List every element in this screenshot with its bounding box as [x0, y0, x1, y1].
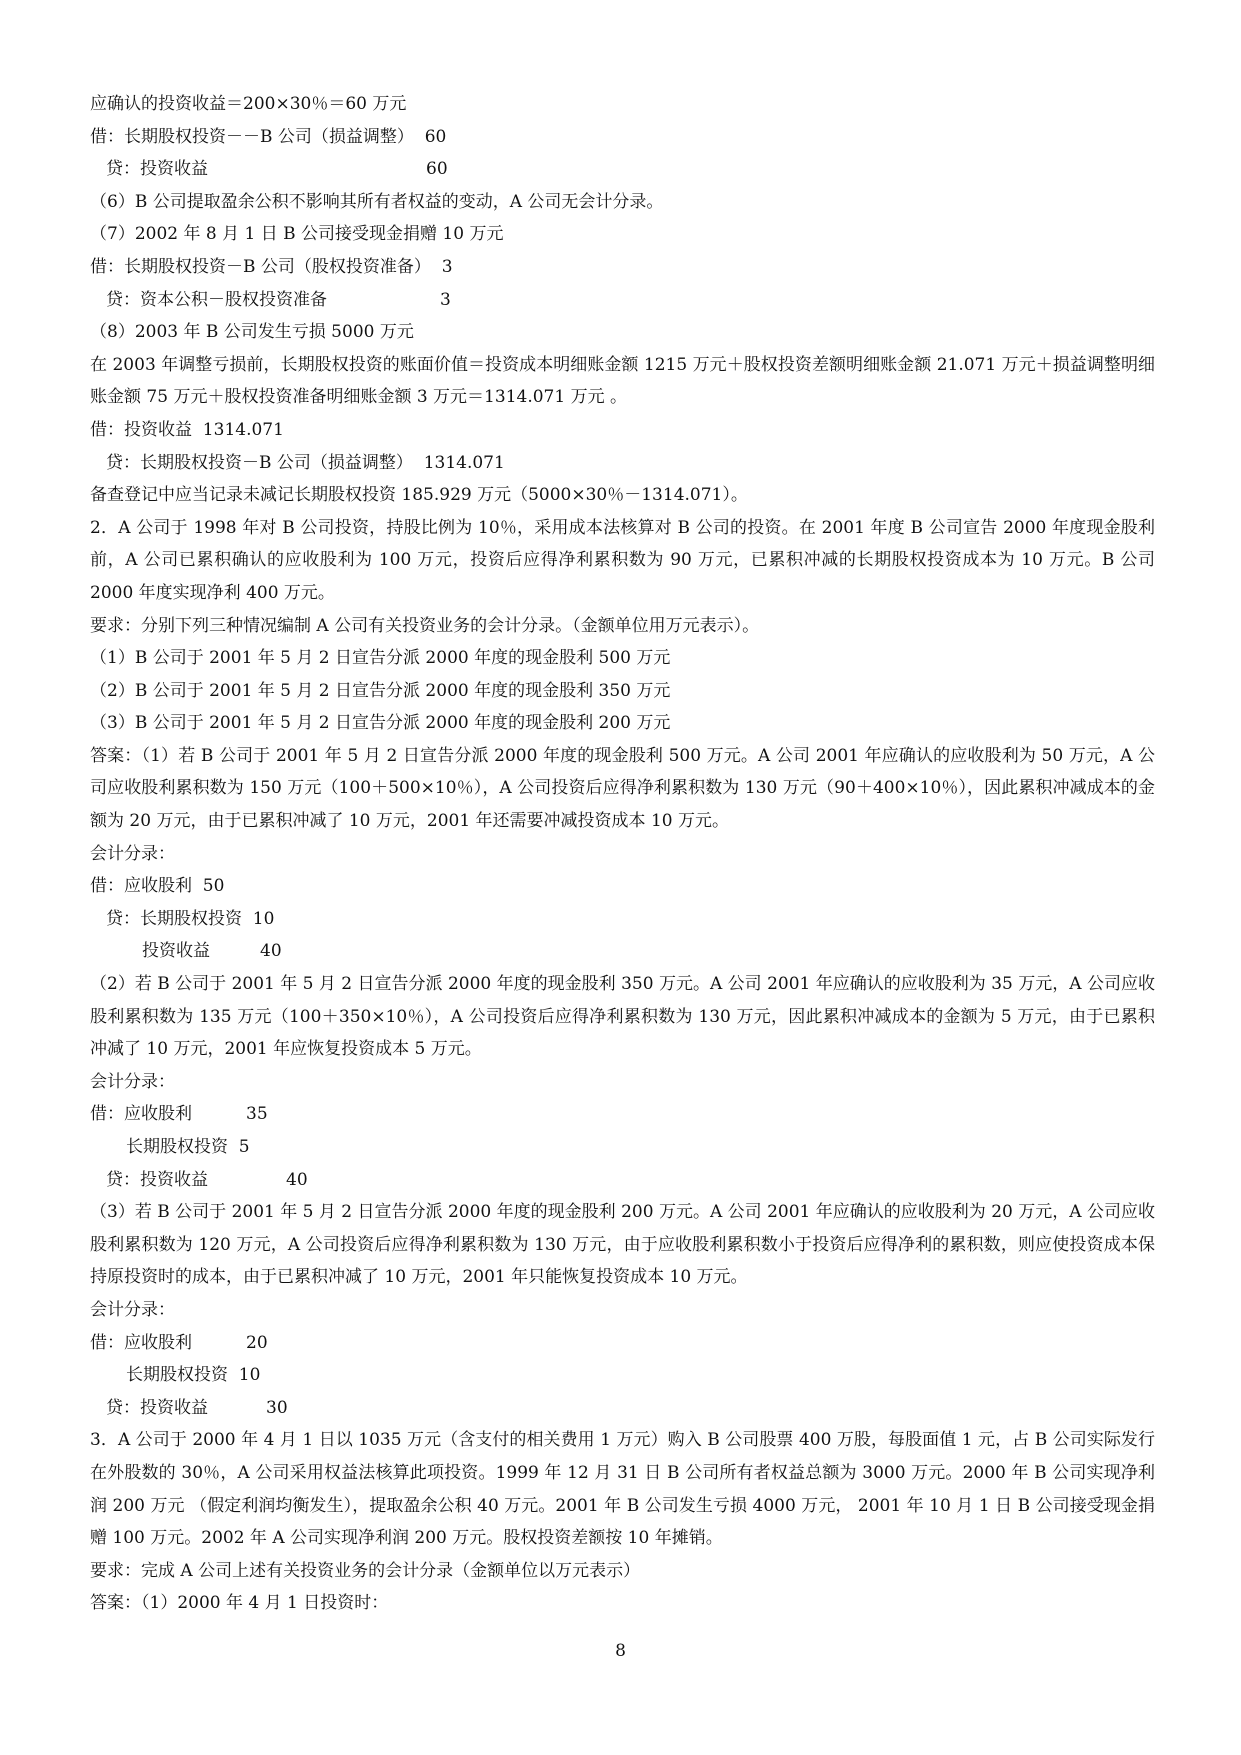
journal-credit: 贷：投资收益 60 — [106, 159, 448, 180]
paragraph: （2）若 B 公司于 2001 年 5 月 2 日宣告分派 2000 年度的现金股利 350 万元。A 公司 2001 年应确认的应收股利为 35 万元，A 公司应收股利累积数为 135 万元（100＋350×10％），A 公司投资后应得净利累积数为 130 万元，因此累积冲减成本的金额为 5 万元，由于已累积冲减了 10 万元，2001 年应恢复投资成本 5 万元。 — [90, 974, 1155, 1060]
journal-credit: 贷：投资收益 30 — [106, 1397, 288, 1418]
text-line: 要求：完成 A 公司上述有关投资业务的会计分录（金额单位以万元表示） — [90, 1560, 641, 1581]
journal-debit: 长期股权投资 5 — [126, 1137, 250, 1157]
text-line: （7）2002 年 8 月 1 日 B 公司接受现金捐赠 10 万元 — [90, 224, 504, 245]
journal-debit: 长期股权投资 10 — [126, 1365, 261, 1386]
paragraph: 3．A 公司于 2000 年 4 月 1 日以 1035 万元（含支付的相关费用 1 万元）购入 B 公司股票 400 万股，每股面值 1 元，占 B 公司实际发行在外股数的 30％，A 公司采用权益法核算此项投资。1999 年 12 月 31 日 B 公司所有者权益总额为 3000 万元。2000 年 B 公司实现净利润 200 万元 （假定利润均衡发生），提取盈余公积 40 万元。2001 年 B 公司发生亏损 4000 万元， 2001 年 10 月 1 日 B 公司接受现金捐赠 100 万元。2002 年 A 公司实现净利润 200 万元。股权投资差额按 10 年摊销。 — [90, 1430, 1155, 1549]
journal-credit: 贷：长期股权投资－B 公司（损益调整） 1314.071 — [106, 452, 505, 473]
text-line: 要求：分别下列三种情况编制 A 公司有关投资业务的会计分录。（金额单位用万元表示）。 — [90, 615, 760, 636]
text-line: （6）B 公司提取盈余公积不影响其所有者权益的变动，A 公司无会计分录。 — [90, 191, 664, 212]
journal-credit: 贷：资本公积－股权投资准备 3 — [106, 289, 451, 310]
text-line: （8）2003 年 B 公司发生亏损 5000 万元 — [90, 322, 414, 343]
page-number: 8 — [615, 1641, 626, 1661]
journal-debit: 借：应收股利 35 — [90, 1104, 268, 1125]
text-line: 应确认的投资收益＝200×30％＝60 万元 — [90, 94, 407, 114]
journal-credit: 贷：长期股权投资 10 — [106, 908, 275, 929]
text-line: 备查登记中应当记录未减记长期股权投资 185.929 万元（5000×30％－1314.071）。 — [90, 485, 748, 506]
journal-credit: 贷：投资收益 40 — [106, 1169, 308, 1190]
list-item: （1）B 公司于 2001 年 5 月 2 日宣告分派 2000 年度的现金股利 500 万元 — [90, 648, 671, 669]
journal-debit: 借：应收股利 20 — [90, 1332, 268, 1353]
journal-credit: 投资收益 40 — [142, 941, 282, 962]
paragraph: 2．A 公司于 1998 年对 B 公司投资，持股比例为 10％，采用成本法核算对 B 公司的投资。在 2001 年度 B 公司宣告 2000 年度现金股利前，A 公司已累积确认的应收股利为 100 万元，投资后应得净利累积数为 90 万元，已累积冲减的长期股权投资成本为 10 万元。B 公司 2000 年度实现净利 400 万元。 — [90, 517, 1155, 603]
text-line: 会计分录： — [90, 1299, 175, 1320]
journal-debit: 借：长期股权投资－－B 公司（损益调整） 60 — [90, 126, 447, 147]
paragraph: （3）若 B 公司于 2001 年 5 月 2 日宣告分派 2000 年度的现金股利 200 万元。A 公司 2001 年应确认的应收股利为 20 万元，A 公司应收股利累积数为 120 万元，A 公司投资后应得净利累积数为 130 万元，由于应收股利累积数小于投资后应得净利的累积数，则应使投资成本保持原投资时的成本，由于已累积冲减了 10 万元，2001 年只能恢复投资成本 10 万元。 — [90, 1202, 1155, 1288]
text-line: 会计分录： — [90, 1071, 175, 1092]
text-line: 答案：（1）2000 年 4 月 1 日投资时： — [90, 1593, 389, 1614]
journal-debit: 借：应收股利 50 — [90, 876, 225, 897]
list-item: （3）B 公司于 2001 年 5 月 2 日宣告分派 2000 年度的现金股利 200 万元 — [90, 713, 671, 734]
journal-debit: 借：投资收益 1314.071 — [90, 419, 284, 440]
journal-debit: 借：长期股权投资－B 公司（股权投资准备） 3 — [90, 256, 453, 277]
paragraph: 答案：（1）若 B 公司于 2001 年 5 月 2 日宣告分派 2000 年度的现金股利 500 万元。A 公司 2001 年应确认的应收股利为 50 万元，A 公司应收股利累积数为 150 万元（100＋500×10％），A 公司投资后应得净利累积数为 130 万元（90＋400×10％），因此累积冲减成本的金额为 20 万元，由于已累积冲减了 10 万元，2001 年还需要冲减投资成本 10 万元。 — [90, 745, 1155, 832]
document-body — [90, 88, 1155, 1620]
paragraph: 在 2003 年调整亏损前，长期股权投资的账面价值＝投资成本明细账金额 1215 万元＋股权投资差额明细账金额 21.071 万元＋损益调整明细账金额 75 万元＋股权投资准备明细账金额 3 万元＝1314.071 万元 。 — [90, 354, 1155, 408]
list-item: （2）B 公司于 2001 年 5 月 2 日宣告分派 2000 年度的现金股利 350 万元 — [90, 680, 671, 701]
text-line: 会计分录： — [90, 843, 175, 864]
